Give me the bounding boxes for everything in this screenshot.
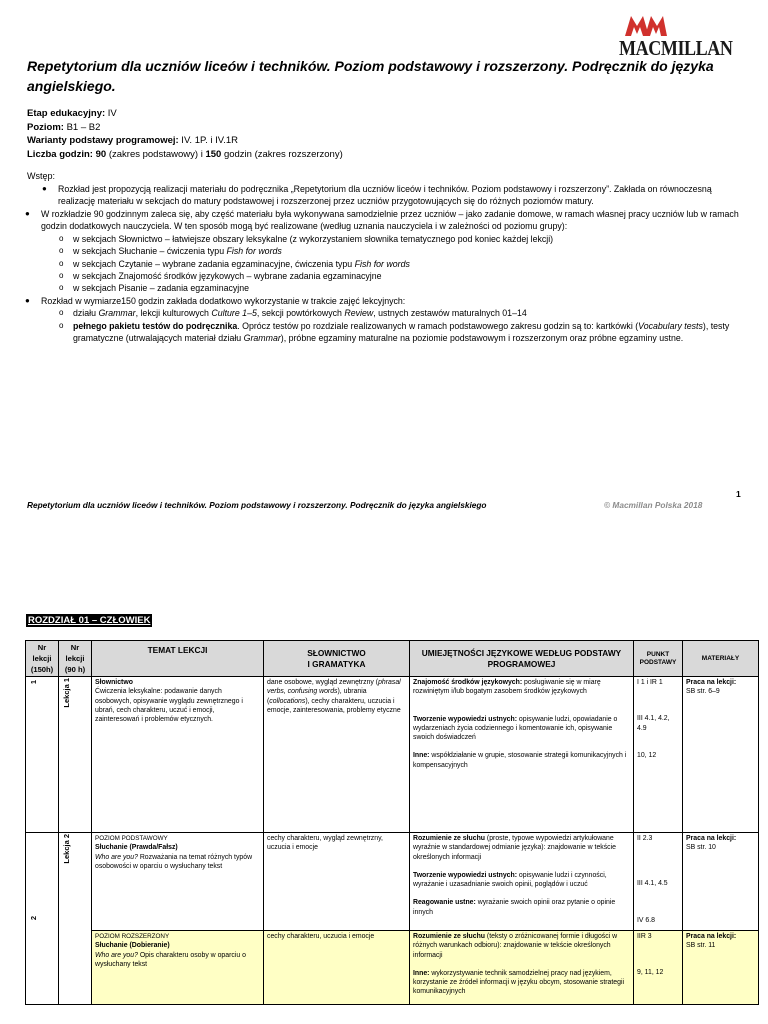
lesson-vocabulary: dane osobowe, wygląd zewnętrzny (phrasal verbs, confusing words), ubrania (collocations), cechy charakteru, uczucia i emocje, zainteresowania, problemy etyczne bbox=[264, 677, 410, 833]
macmillan-logo bbox=[619, 14, 749, 58]
lesson-topic: POZIOM PODSTAWOWY Słuchanie (Prawda/Fałsz) Who are you? Rozważania na temat różnych typów osobowości w oparciu o wysłuchany tekst bbox=[92, 833, 264, 931]
warianty-label: Warianty podstawy programowej: bbox=[27, 135, 179, 146]
table-row bbox=[26, 677, 759, 833]
etap-label: Etap edukacyjny: bbox=[27, 108, 106, 119]
table-row bbox=[26, 833, 759, 931]
intro-bullet-3-text: Rozkład w wymiarze150 godzin zakłada dodatkowo wykorzystanie w trakcie zajęć lekcyjnych: bbox=[41, 296, 406, 306]
col-header-slownictwo: SŁOWNICTWO I GRAMATYKA bbox=[264, 641, 410, 677]
intro-sub-7: o pełnego pakietu testów do podręcznika. Oprócz testów po rozdziale realizowanych w ramach podstawowego zakresu godzin są to: kartkówki (Vocabulary tests), testy gramatyczne (utrwalających materiał działu Grammar), próbne egzaminy maturalne na poziomie podstawowym i rozszerzonym oraz próbne egzaminy ustne. bbox=[59, 321, 730, 344]
warianty-value: IV. 1P. i IV.1R bbox=[178, 135, 239, 146]
document-title: Repetytorium dla uczniów liceów i techników. Poziom podstawowy i rozszerzony. Podręcznik do języka angielskiego. bbox=[27, 58, 714, 94]
page-number: 1 bbox=[736, 489, 741, 499]
intro-sub-2-italic: Fish for words bbox=[226, 246, 282, 256]
godziny-90: 90 bbox=[92, 148, 107, 160]
lesson-vocabulary: cechy charakteru, wygląd zewnętrzny, uczucia i emocje bbox=[264, 833, 410, 931]
intro-bullet-1 bbox=[42, 183, 718, 207]
lesson-plan-table bbox=[25, 640, 759, 1005]
godziny-150: 150 bbox=[205, 148, 222, 160]
lesson-vocabulary: cechy charakteru, uczucia i emocje bbox=[264, 931, 410, 1005]
circle-bullet-icon: o bbox=[59, 283, 64, 292]
lesson-materials: Praca na lekcji: SB str. 11 bbox=[683, 931, 759, 1005]
intro-sub-4 bbox=[59, 270, 733, 282]
circle-bullet-icon: o bbox=[59, 246, 64, 255]
intro-sub-2 bbox=[59, 245, 733, 257]
intro-label: Wstęp: bbox=[27, 171, 56, 181]
lesson-skills: Znajomość środków językowych: posługiwanie się w miarę rozwiniętym i/lub bogatym zasobem środków językowych Tworzenie wypowiedzi ustnych: opisywanie ludzi, opowiadanie o wydarzeniach życia codziennego i komentowanie ich, opisywanie swoich doświadczeń Inne: współdziałanie w grupie, stosowanie strategii komunikacyjnych i kompensacyjnych bbox=[410, 677, 634, 833]
intro-bullet-2 bbox=[25, 208, 741, 232]
bullet-icon: ● bbox=[25, 296, 30, 305]
macmillan-logo-mark-icon bbox=[623, 14, 667, 36]
intro-bullet-3 bbox=[25, 295, 741, 307]
godziny-mid: (zakres podstawowy) i bbox=[106, 148, 206, 160]
godziny-end: godzin (zakres rozszerzony) bbox=[221, 148, 343, 160]
lesson-skills: Rozumienie ze słuchu (teksty o zróżnicowanej formie i długości w różnych warunkach odbioru): znajdowanie w tekście określonych informacji Inne: wykorzystywanie technik samodzielnej pracy nad językiem, korzystanie ze źródeł informacji w języku obcym, stosowanie strategii komunikacyjnych bbox=[410, 931, 634, 1005]
lesson-topic: POZIOM ROZSZERZONY Słuchanie (Dobieranie) Who are you? Opis charakteru osoby w oparciu o wysłuchany tekst bbox=[92, 931, 264, 1005]
intro-sub-6: o działu Grammar, lekcji kulturowych Culture 1–5, sekcji powtórkowych Review, ustnych zestawów maturalnych 01–14 bbox=[59, 308, 527, 318]
lesson-nr90: Lekcja 2 bbox=[59, 833, 92, 1005]
lesson-skills: Rozumienie ze słuchu (proste, typowe wypowiedzi artykułowane wyraźnie w standardowej odmianie języka): znajdowanie w tekście określonych informacji Tworzenie wypowiedzi ustnych: opisywanie ludzi i czynności, wyrażanie i uzasadnianie swoich opinii, poglądów i uczuć Reagowanie ustne: wyrażanie swoich opinii oraz pytanie o opinie innych bbox=[410, 833, 634, 931]
footer-copyright: © Macmillan Polska 2018 bbox=[604, 500, 703, 510]
intro-bullet-1-text: Rozkład jest propozycją realizacji materiału do podręcznika „Repetytorium dla uczniów liceów i techników. Poziom podstawowy i rozszerzony”. Zakłada on równoczesną realizację materiału w sekcjach do matury podstawowej i rozszerzonej przez uczniów przygotowujących się do różnych poziomów matury. bbox=[58, 184, 712, 207]
lesson-curriculum-points: IIR 3 9, 11, 12 bbox=[634, 931, 683, 1005]
intro-sub-5-text: w sekcjach Pisanie – zadania egzaminacyjne bbox=[73, 283, 250, 293]
col-header-nr150: Nr lekcji (150h) bbox=[26, 641, 59, 677]
col-header-punkt: PUNKT PODSTAWY bbox=[634, 641, 683, 677]
intro-sub-4-text: w sekcjach Znajomość środków językowych – wybrane zadania egzaminacyjne bbox=[73, 271, 382, 281]
lesson-nr150: 1 bbox=[26, 677, 59, 833]
lesson-materials: Praca na lekcji: SB str. 10 bbox=[683, 833, 759, 931]
lesson-curriculum-points: I 1 i IR 1 III 4.1, 4.2, 4.9 10, 12 bbox=[634, 677, 683, 833]
logo-wordmark: MACMILLAN bbox=[619, 36, 733, 60]
intro-bullet-2-text: W rozkładzie 90 godzinnym zaleca się, aby część materiału była wykonywana samodzielnie przez uczniów – jako zadanie domowe, w ramach własnej pracy uczniów lub w ramach godzin dodatkowych nauczyciela. W ten sposób mogą być realizowane (według uznania nauczyciela i w zależności od poziomu grupy): bbox=[41, 209, 739, 232]
intro-sub-3-italic: Fish for words bbox=[354, 259, 410, 269]
bullet-icon: ● bbox=[25, 209, 30, 218]
etap-value: IV bbox=[105, 108, 117, 119]
lesson-nr90: Lekcja 1 bbox=[59, 677, 92, 833]
poziom-label: Poziom: bbox=[27, 121, 64, 133]
col-header-materialy: MATERIAŁY bbox=[683, 641, 759, 677]
lesson-materials: Praca na lekcji: SB str. 6–9 bbox=[683, 677, 759, 833]
intro-sub-5 bbox=[59, 282, 733, 294]
circle-bullet-icon: o bbox=[59, 308, 64, 317]
intro-sub-3 bbox=[59, 258, 733, 270]
intro-sub-3-text: w sekcjach Czytanie – wybrane zadania egzaminacyjne, ćwiczenia typu bbox=[73, 259, 355, 269]
course-metadata bbox=[27, 107, 343, 161]
intro-sub-2-text: w sekcjach Słuchanie – ćwiczenia typu bbox=[73, 246, 227, 256]
intro-sub-1-text: w sekcjach Słownictwo – łatwiejsze obszary leksykalne (z wykorzystaniem słownika tematycznego pod koniec każdej lekcji) bbox=[73, 234, 554, 244]
lesson-nr150: 2 bbox=[26, 833, 59, 1005]
circle-bullet-icon: o bbox=[59, 234, 64, 243]
lesson-curriculum-points: II 2.3 III 4.1, 4.5 IV 6.8 bbox=[634, 833, 683, 931]
col-header-nr90: Nr lekcji (90 h) bbox=[59, 641, 92, 677]
godziny-label: Liczba godzin: bbox=[27, 148, 93, 160]
footer-title: Repetytorium dla uczniów liceów i techników. Poziom podstawowy i rozszerzony. Podręcznik do języka angielskiego bbox=[27, 500, 487, 510]
circle-bullet-icon: o bbox=[59, 259, 64, 268]
col-header-umiejetnosci: UMIEJĘTNOŚCI JĘZYKOWE WEDŁUG PODSTAWY PROGRAMOWEJ bbox=[410, 641, 634, 677]
table-row bbox=[26, 931, 759, 1005]
chapter-heading: ROZDZIAŁ 01 – CZŁOWIEK bbox=[28, 615, 151, 626]
poziom-value: B1 – B2 bbox=[63, 121, 101, 133]
intro-sub-1 bbox=[59, 233, 733, 245]
circle-bullet-icon: o bbox=[59, 321, 64, 330]
table-header-row bbox=[26, 641, 759, 677]
col-header-temat: TEMAT LEKCJI bbox=[92, 641, 264, 677]
circle-bullet-icon: o bbox=[59, 271, 64, 280]
lesson-topic: Słownictwo Ćwiczenia leksykalne: podawanie danych osobowych, opisywanie wyglądu zewnętrznego i ubrań, cech charakteru, uczuć i emocji, zainteresowań i problemów etycznych. bbox=[92, 677, 264, 833]
bullet-icon: ● bbox=[42, 184, 47, 193]
